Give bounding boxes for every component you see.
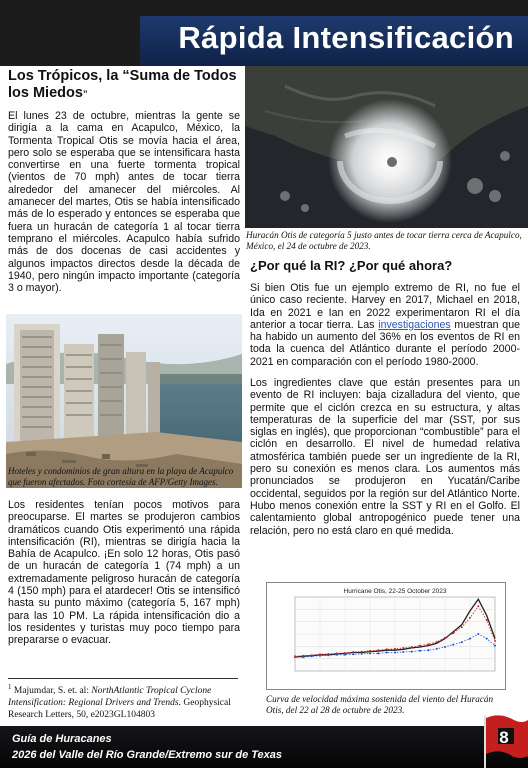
section-title-main: Los Trópicos, la “Suma de Todos los Miedos xyxy=(8,68,237,101)
beach-photo-caption: Hoteles y condominios de gran altura en la playa de Acapulco que fueron afectados. Foto cortesía de AFP/Getty Images. xyxy=(8,466,234,487)
section-title-tail: ” xyxy=(82,89,88,99)
satellite-caption: Huracán Otis de categoría 5 justo antes de tocar tierra cerca de Acapulco, México, el 24 de octubre de 2023. xyxy=(246,230,522,251)
chart-point xyxy=(394,652,396,654)
chart-point xyxy=(386,652,388,654)
chart-point xyxy=(444,646,446,648)
chart-point xyxy=(452,644,454,646)
chart-point xyxy=(377,652,379,654)
footnote-marker: 1 xyxy=(8,683,12,691)
chart-point xyxy=(394,648,396,650)
right-paragraph-2: Los ingredientes clave que están presentes para un evento de RI incluyen: baja cizalladura del viento, que permite que el ciclón crezca en su estructura, y altas temperaturas de la superficie del mar (SST, por sus siglas en inglés), que proporcionan “combustible” para el ciclón en desarrollo. El nivel de humedad relativa atmosférica también puede ser un ingrediente de la RI, pero su conexión es menos clara. Los aumentos más pronunciados se produjeron en Yucatán/Caribe occidental, seguidos por la región sur del Atlántico Norte. Hubo menos conexión entre la SST y RI en el Golfo. El calentamiento global antropogénico puede tener una relación, pero no está claro en qué medida. xyxy=(250,377,520,537)
investigaciones-link[interactable]: investigaciones xyxy=(378,318,451,331)
chart-point xyxy=(402,651,404,653)
acapulco-beach-photo xyxy=(6,314,242,488)
left-paragraph-2: Los residentes tenían pocos motivos para preocuparse. El martes se produjeron cambios dramáticos cuando Otis experimentó una rápida intensificación (RI), mientras se dirigía hacia la Bahía de Acapulco. ¡En solo 12 horas, Otis pasó de un huracán de categoría 1 (74 mph) a un extremadamente peligroso huracán de categoría 4 (150 mph) para el atardecer! Otis se intensificó hasta su punto máximo (categoría 5, 167 mph) para las 10 PM. La rápida intensificación dio a los residentes y turistas muy poco tiempo para prepararse o evacuar. xyxy=(8,499,240,647)
chart-point xyxy=(369,650,371,652)
chart-point xyxy=(327,653,329,655)
footnote-journal: Geophysical Research Letters, 50, e2023GL104803 xyxy=(8,697,231,720)
chart-point xyxy=(352,653,354,655)
chart-point xyxy=(386,648,388,650)
chart-point xyxy=(461,641,463,643)
chart-point xyxy=(477,633,479,635)
chart-point xyxy=(369,652,371,654)
chart-point xyxy=(452,632,454,634)
chart-point xyxy=(477,605,479,607)
chart-point xyxy=(494,640,496,642)
chart-point xyxy=(436,641,438,643)
page-header xyxy=(0,0,528,66)
footnote-authors: Majumdar, S. et. al: xyxy=(11,686,92,697)
chart-point xyxy=(486,619,488,621)
chart-point xyxy=(344,652,346,654)
chart-point xyxy=(427,649,429,651)
page-title: Rápida Intensificación xyxy=(178,20,514,55)
chart-point xyxy=(411,651,413,653)
chart-point xyxy=(411,646,413,648)
chart-point xyxy=(444,637,446,639)
footer-guide-subtitle: 2026 del Valle del Río Grande/Extremo sur de Texas xyxy=(12,749,283,761)
chart-point xyxy=(486,638,488,640)
chart-point xyxy=(436,648,438,650)
footnote-divider xyxy=(8,678,238,679)
chart-point xyxy=(419,645,421,647)
left-paragraph-1: El lunes 23 de octubre, mientras la gente se dirigía a la cama en Acapulco, México, la Tormenta Tropical Otis se movía hacia el área, pero solo se esperaba que se intensificara hasta convertirse en una fuerte tormenta tropical (vientos de 70 mph) antes de tocar tierra alrededor del amanecer del miércoles. Al amanecer del martes, Otis se había intensificado más de lo esperado y entonces se esperaba que fuera un huracán de categoría 1 al tocar tierra temprano el miércoles. Acapulco había sufrido más de dos docenas de casi accidentes y algunos impactos directos desde la década de 1940, pero ningún impacto importante (categoría 3 o mayor). xyxy=(8,110,240,295)
otis-intensity-chart xyxy=(266,582,506,690)
right-paragraph-1-end: muestran que ha habido un aumento del 36% en los eventos de RI en toda la cuenca del Atlántico durante el período 2000-2021 en comparación con el período 1980-2000. xyxy=(250,318,520,368)
chart-point xyxy=(494,645,496,647)
right-paragraph-1 xyxy=(250,282,520,368)
chart-point xyxy=(361,653,363,655)
chart-point xyxy=(352,651,354,653)
right-paragraph-1-start: Si bien Otis fue un ejemplo extremo de RI, no fue el único caso reciente. Harvey en 2017, Michael en 2018, Ida en 2021 e Ian en 2022 experimentaron RI el día anterior a tocar tierra. Las xyxy=(250,282,520,331)
chart-point xyxy=(469,617,471,619)
chart-point xyxy=(469,638,471,640)
chart-point xyxy=(361,651,363,653)
chart-point xyxy=(294,655,296,657)
chart-point xyxy=(427,643,429,645)
hurricane-satellite-photo xyxy=(245,66,528,228)
chart-point xyxy=(402,647,404,649)
section-heading-why-ri: ¿Por qué la RI? ¿Por qué ahora? xyxy=(250,258,453,273)
chart-point xyxy=(377,649,379,651)
chart-svg xyxy=(267,583,505,689)
section-title-tropics xyxy=(8,68,240,103)
chart-point xyxy=(302,655,304,657)
satellite-image xyxy=(245,66,528,228)
chart-point xyxy=(344,654,346,656)
page-number: 8 xyxy=(499,728,509,747)
chart-point xyxy=(319,653,321,655)
chart-caption: Curva de velocidad máxima sostenida del viento del Huracán Otis, del 22 al 28 de octubre de 2023. xyxy=(266,694,494,715)
beach-photo-image xyxy=(6,314,242,488)
footer-guide-title: Guía de Huracanes xyxy=(12,733,112,745)
chart-point xyxy=(336,652,338,654)
footnote-title: NorthAtlantic Tropical Cyclone Intensification: Regional Drivers and Trends. xyxy=(8,686,212,708)
footnote xyxy=(8,682,244,722)
chart-point xyxy=(461,626,463,628)
chart-point xyxy=(311,654,313,656)
chart-point xyxy=(419,650,421,652)
chart-title: Hurricane Otis, 22-25 October 2023 xyxy=(343,588,447,595)
